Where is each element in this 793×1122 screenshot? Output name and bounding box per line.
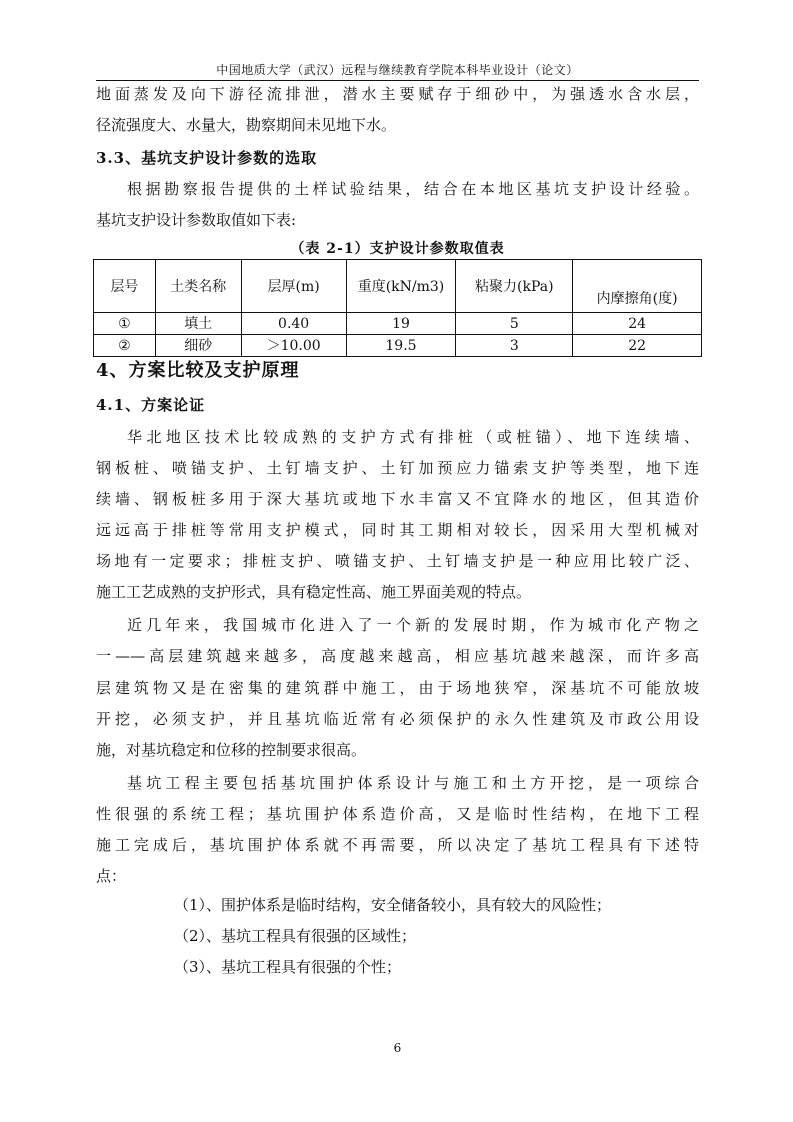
paragraph-2-line: 开挖，必须支护，并且基坑临近常有必须保护的永久性建筑及市政公用设 [96,710,699,728]
section-3-3-line-1: 根据勘察报告提供的土样试验结果，结合在本地区基坑支护设计经验。 [127,180,699,198]
paragraph-2-line: 近几年来，我国城市化进入了一个新的发展时期，作为城市化产物之 [127,616,699,634]
table-header-cell: 层号 [94,260,156,313]
section-3-3-line-2: 基坑支护设计参数取值如下表: [96,211,297,229]
table-cell: 19 [346,313,456,335]
parameter-table [93,259,702,357]
section-3-3-heading: 3.3、基坑支护设计参数的选取 [96,149,318,167]
paragraph-2-line: 一——高层建筑越来越多，高度越来越高，相应基坑越来越深，而许多高 [96,647,699,665]
table-row [94,335,702,357]
table-header-row [94,260,702,313]
table-cell: 19.5 [346,335,456,357]
paragraph-1-line: 续墙、钢板桩多用于深大基坑或地下水丰富又不宜降水的地区，但其造价 [96,490,699,508]
table-cell: ＞10.00 [241,335,346,357]
page-number: 6 [393,1041,402,1055]
table-cell: 细砂 [155,335,241,357]
section-4-1-heading: 4.1、方案论证 [96,396,206,414]
table-header-cell: 重度(kN/m3) [346,260,456,313]
paragraph-3-line: 施工完成后，基坑围护体系就不再需要，所以决定了基坑工程具有下述特 [96,836,699,854]
paragraph-3-line: 性很强的系统工程；基坑围护体系造价高，又是临时性结构，在地下工程 [96,805,699,823]
table-cell: ② [94,335,156,357]
table-header-cell: 层厚(m) [241,260,346,313]
feature-list-item: （2）、基坑工程具有很强的区域性； [174,927,417,945]
header-rule [96,80,699,81]
page-header: 中国地质大学（武汉）远程与继续教育学院本科毕业设计（论文） [216,63,579,77]
paragraph-2-line: 层建筑物又是在密集的建筑群中施工，由于场地狭窄，深基坑不可能放坡 [96,679,699,697]
paragraph-1-line: 远远高于排桩等常用支护模式，同时其工期相对较长，因采用大型机械对 [96,521,699,539]
paragraph-2-line: 施，对基坑稳定和位移的控制要求很高。 [96,741,367,759]
paragraph-1-line: 华北地区技术比较成熟的支护方式有排桩（或桩锚）、地下连续墙、 [127,428,699,446]
table-cell: 0.40 [241,313,346,335]
intro-line-2: 径流强度大、水量大，勘察期间未见地下水。 [96,116,397,134]
paragraph-3-line: 基坑工程主要包括基坑围护体系设计与施工和土方开挖，是一项综合 [127,774,699,792]
table-row [94,313,702,335]
table-cell: 22 [573,335,702,357]
paragraph-1-line: 场地有一定要求；排桩支护、喷锚支护、土钉墙支护是一种应用比较广泛、 [96,552,699,570]
table-caption: （表 2-1）支护设计参数取值表 [290,241,505,257]
table-cell: ① [94,313,156,335]
table-cell: 5 [456,313,573,335]
feature-list-item: （1）、围护体系是临时结构，安全储备较小，具有较大的风险性； [174,896,612,914]
table-cell: 填土 [155,313,241,335]
table-header-cell: 内摩擦角(度) [573,260,702,313]
table-header-cell: 粘聚力(kPa) [456,260,573,313]
table-cell: 3 [456,335,573,357]
paragraph-3-line: 点： [96,867,127,885]
paragraph-1-line: 施工工艺成熟的支护形式，具有稳定性高、施工界面美观的特点。 [96,583,532,601]
section-4-heading: 4、方案比较及支护原理 [96,360,300,381]
table-header-cell: 土类名称 [155,260,241,313]
paragraph-1-line: 钢板桩、喷锚支护、土钉墙支护、土钉加预应力锚索支护等类型，地下连 [96,459,699,477]
table-cell: 24 [573,313,702,335]
feature-list-item: （3）、基坑工程具有很强的个性； [174,958,402,976]
intro-line-1: 地面蒸发及向下游径流排泄，潜水主要赋存于细砂中，为强透水含水层， [96,85,699,103]
